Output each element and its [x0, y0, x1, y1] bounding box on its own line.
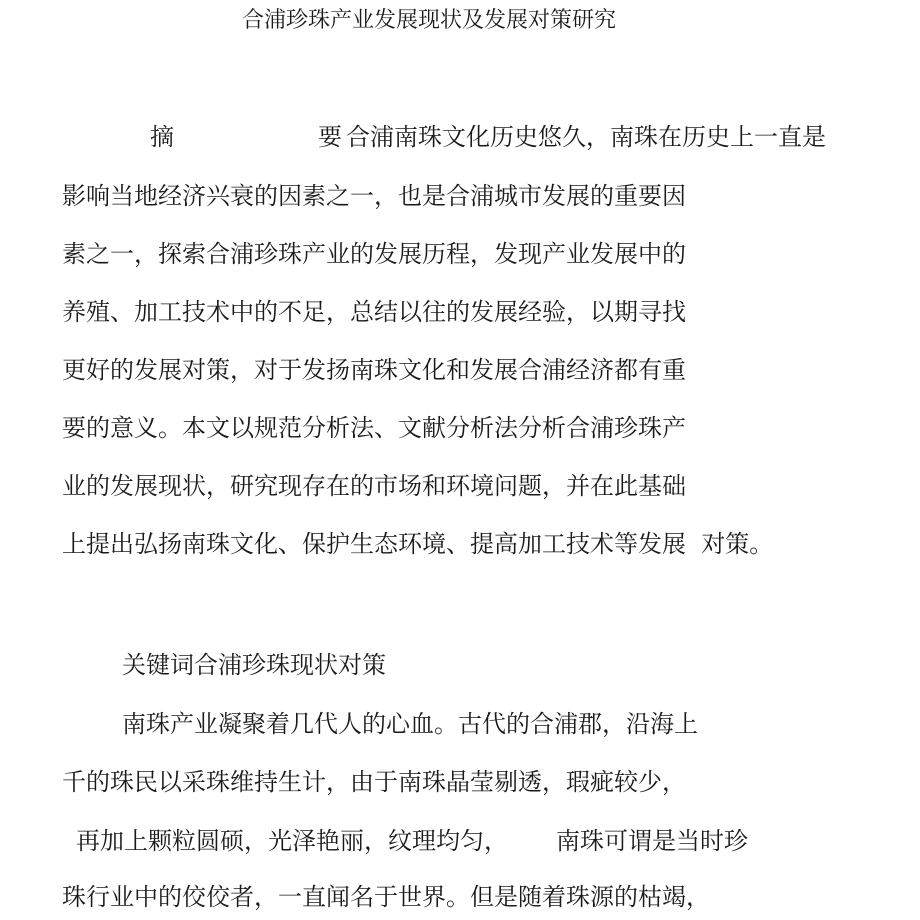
abstract-line: 上提出弘扬南珠文化、保护生态环境、提高加工技术等发展 对策。 — [62, 530, 774, 558]
body-line: 再加上颗粒圆硕，光泽艳丽，纹理均匀， — [76, 827, 508, 855]
abstract-label: 摘 — [150, 123, 174, 151]
keywords-line: 关键词合浦珍珠现状对策 — [122, 651, 386, 679]
abstract-line: 养殖、加工技术中的不足，总结以往的发展经验，以期寻找 — [62, 298, 686, 326]
body-line: 南珠可谓是当时珍 — [556, 827, 748, 855]
abstract-line: 业的发展现状，研究现存在的市场和环境问题，并在此基础 — [62, 472, 686, 500]
document-title: 合浦珍珠产业发展现状及发展对策研究 — [242, 8, 617, 33]
body-line: 南珠产业凝聚着几代人的心血。古代的合浦郡，沿海上 — [122, 710, 698, 738]
body-line: 珠行业中的佼佼者，一直闻名于世界。但是随着珠源的枯竭， — [62, 883, 710, 911]
abstract-line: 影响当地经济兴衰的因素之一，也是合浦城市发展的重要因 — [62, 182, 686, 210]
abstract-line: 要的意义。本文以规范分析法、文献分析法分析合浦珍珠产 — [62, 414, 686, 442]
body-line: 千的珠民以采珠维持生计，由于南珠晶莹剔透，瑕疵较少， — [62, 768, 686, 796]
abstract-line: 合浦南珠文化历史悠久，南珠在历史上一直是 — [346, 123, 826, 151]
abstract-line: 素之一，探索合浦珍珠产业的发展历程，发现产业发展中的 — [62, 240, 686, 268]
abstract-line: 更好的发展对策，对于发扬南珠文化和发展合浦经济都有重 — [62, 356, 686, 384]
abstract-label-suffix: 要 — [318, 123, 342, 151]
